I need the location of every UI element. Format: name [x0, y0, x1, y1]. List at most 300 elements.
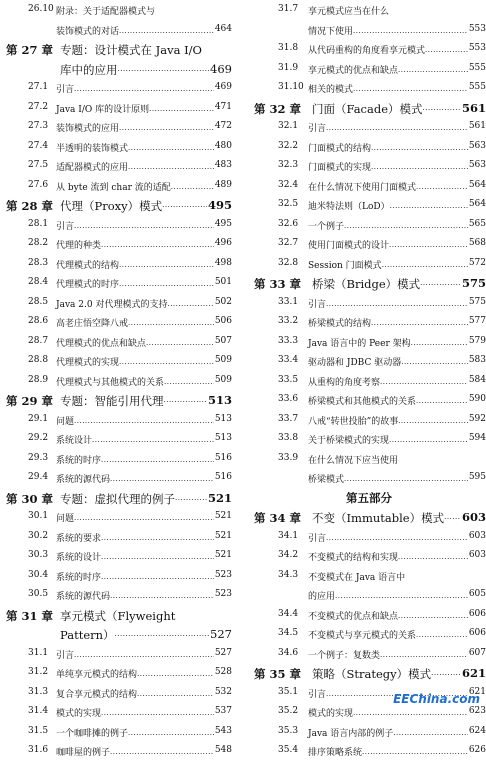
entry-number: 32.5	[278, 199, 299, 209]
entry-title-line	[56, 277, 232, 290]
entry-number: 26.10	[28, 4, 54, 14]
entry-title-line	[308, 297, 486, 310]
dot-leader	[326, 531, 468, 544]
entry-title: 不变模式与享元模式的关系	[308, 631, 417, 641]
page-number: 621	[468, 686, 486, 697]
page-number: 506	[214, 316, 232, 326]
toc-section-entry	[252, 254, 486, 274]
dot-leader	[416, 394, 468, 407]
entry-title-line	[308, 472, 486, 485]
entry-title: 引言	[308, 299, 327, 310]
page-number: 564	[468, 179, 486, 190]
entry-title: 桥梁（Bridge）模式	[312, 277, 421, 291]
entry-title-line	[308, 550, 486, 563]
dot-leader	[380, 648, 468, 661]
entry-title-line	[56, 102, 232, 115]
entry-title: 库中的应用	[60, 62, 118, 77]
entry-title: 系统的要求	[56, 533, 102, 544]
dot-leader	[389, 238, 468, 251]
entry-title-line	[308, 375, 486, 388]
entry-number: 31.8	[278, 43, 299, 53]
entry-number: 32.3	[278, 160, 299, 170]
page-number: 595	[468, 472, 486, 482]
toc-section-entry	[0, 527, 240, 547]
toc-section-entry	[252, 468, 486, 488]
entry-title: 一个例子：复数类	[308, 650, 381, 661]
entry-title: 不变（Immutable）模式	[312, 511, 445, 525]
entry-title-line	[56, 472, 232, 485]
entry-title: 从代码重构的角度看享元模式	[308, 46, 426, 56]
dot-leader	[175, 491, 207, 507]
entry-number: 34.3	[278, 569, 299, 580]
dot-leader	[371, 141, 468, 154]
page-number: 624	[468, 725, 486, 736]
entry-title-line	[56, 648, 232, 661]
page-number: 489	[214, 179, 232, 190]
entry-title: 咖啡屋的例子	[56, 748, 111, 758]
page-number: 501	[214, 277, 232, 287]
toc-section-entry	[0, 702, 240, 722]
toc-section-entry	[0, 312, 240, 332]
entry-title: 模式的实现	[308, 709, 354, 719]
toc-section-entry	[252, 195, 486, 215]
entry-title-line	[308, 726, 486, 739]
page-number: 584	[468, 374, 486, 385]
dot-leader	[344, 472, 468, 485]
dot-leader	[101, 531, 214, 544]
entry-title: 引言	[308, 689, 327, 700]
entry-title: 桥梁模式的结构	[308, 319, 372, 329]
page-number: 469	[210, 61, 232, 76]
entry-title-line	[56, 433, 232, 446]
entry-title-line	[56, 82, 232, 95]
dot-leader	[171, 180, 214, 193]
toc-section-entry	[252, 293, 486, 313]
entry-title-line	[308, 238, 486, 251]
dot-leader	[371, 316, 468, 329]
toc-section-entry	[0, 644, 240, 664]
page-number: 561	[468, 121, 486, 131]
dot-leader	[431, 666, 461, 682]
entry-title: Java I/O 库的设计原则	[56, 104, 150, 115]
page-number: 480	[214, 140, 232, 151]
dot-leader	[167, 297, 213, 310]
entry-title: 代理模式的时序	[56, 280, 120, 290]
entry-title-line	[308, 82, 486, 95]
entry-title: 半透明的装饰模式	[56, 143, 129, 154]
entry-title-line	[308, 199, 486, 212]
dot-leader	[137, 687, 214, 700]
entry-title: 专题：设计模式在 Java I/O	[60, 43, 202, 57]
toc-section-entry	[0, 624, 240, 644]
entry-title-line	[56, 316, 232, 329]
entry-title-line	[308, 394, 486, 407]
entry-title-line	[56, 589, 232, 602]
entry-number: 34.6	[278, 647, 299, 658]
entry-number: 35.4	[278, 745, 299, 755]
entry-number: 33.7	[278, 413, 299, 424]
entry-number: 28.2	[28, 238, 49, 248]
dot-leader	[401, 355, 468, 368]
toc-chapter-entry	[0, 39, 240, 59]
toc-section-entry	[0, 234, 240, 254]
entry-title: 使用门面模式的设计	[308, 241, 390, 251]
dot-leader	[389, 433, 468, 446]
entry-title-line	[308, 4, 486, 17]
dot-leader	[444, 510, 461, 526]
toc-section-entry	[0, 585, 240, 605]
entry-number: 28.8	[28, 355, 49, 365]
entry-title-line	[60, 608, 232, 624]
dot-leader	[382, 258, 468, 271]
entry-title: 代理（Proxy）模式	[60, 199, 163, 213]
dot-leader	[371, 160, 468, 173]
dot-leader	[416, 628, 468, 641]
entry-number: 30.1	[28, 511, 49, 521]
page-number: 555	[468, 82, 486, 92]
entry-title: 代理模式的优点和缺点	[56, 338, 147, 349]
dot-leader	[128, 726, 214, 739]
page-number: 521	[214, 511, 232, 521]
entry-title-line	[308, 316, 486, 329]
entry-title: 从 byte 流到 char 流的适配	[56, 182, 171, 193]
entry-number: 第 27 章	[6, 43, 54, 57]
toc-section-entry	[252, 312, 486, 332]
entry-number: 28.7	[28, 335, 49, 346]
entry-title: 系统设计	[56, 436, 93, 446]
entry-number: 31.9	[278, 62, 299, 73]
entry-number: 31.5	[28, 725, 49, 736]
page-number: 606	[468, 608, 486, 619]
dot-leader	[411, 336, 468, 349]
page-number: 498	[214, 257, 232, 268]
toc-section-entry	[252, 20, 486, 40]
entry-title-line	[56, 141, 232, 154]
entry-number: 27.5	[28, 160, 49, 170]
page-number: 537	[214, 706, 232, 716]
page-number: 513	[214, 433, 232, 443]
page-number: 555	[468, 62, 486, 73]
entry-title: 不变模式的结构和实现	[308, 553, 399, 563]
entry-title-line	[56, 531, 232, 544]
dot-leader	[74, 219, 214, 232]
entry-title: 引言	[308, 533, 327, 544]
entry-title-line	[308, 453, 486, 466]
entry-title-line	[308, 745, 486, 758]
entry-title: 门面模式的结构	[308, 143, 372, 154]
entry-title: 装饰模式的对话	[56, 26, 120, 37]
dot-leader	[119, 121, 214, 134]
toc-section-entry	[0, 117, 240, 137]
toc-section-entry	[252, 156, 486, 176]
entry-number: 30.5	[28, 589, 49, 599]
entry-title-line	[308, 24, 486, 37]
entry-number: 29.3	[28, 452, 49, 463]
entry-number: 30.3	[28, 550, 49, 560]
page-number: 513	[214, 413, 232, 424]
dot-leader	[149, 102, 214, 115]
toc-section-entry	[0, 371, 240, 391]
entry-title: 代理模式的结构	[56, 260, 120, 271]
entry-title-line	[56, 511, 232, 524]
entry-title: 不变模式在 Java 语言中	[308, 572, 406, 583]
page-number: 521	[207, 490, 232, 505]
dot-leader	[118, 62, 210, 78]
entry-title-line	[56, 355, 232, 368]
entry-title: 策略（Strategy）模式	[312, 667, 432, 681]
entry-number: 32.4	[278, 179, 299, 190]
entry-number: 35.3	[278, 725, 299, 736]
toc-section-entry	[252, 527, 486, 547]
toc-section-entry	[0, 137, 240, 157]
page-number: 605	[468, 589, 486, 599]
entry-title-line	[308, 355, 486, 368]
entry-title-line	[308, 141, 486, 154]
toc-section-entry	[0, 20, 240, 40]
dot-leader	[420, 276, 461, 292]
toc-section-entry	[0, 156, 240, 176]
entry-title: 代理模式的实现	[56, 358, 120, 368]
page-number: 568	[468, 238, 486, 248]
page-number: 496	[214, 238, 232, 248]
entry-title: 驱动器和 JDBC 驱动器	[308, 358, 402, 368]
toc-left-column	[0, 0, 240, 761]
toc-section-entry	[0, 410, 240, 430]
entry-number: 29.1	[28, 413, 49, 424]
toc-chapter-entry	[252, 663, 486, 683]
entry-title-line	[56, 550, 232, 563]
dot-leader	[344, 219, 468, 232]
toc-section-entry	[0, 254, 240, 274]
page-number: 594	[468, 433, 486, 443]
dot-leader	[119, 277, 214, 290]
entry-title: 从重构的角度考察	[308, 377, 381, 388]
entry-title-line	[56, 160, 232, 173]
dot-leader	[380, 375, 468, 388]
entry-number: 35.1	[278, 686, 299, 697]
entry-title-line	[312, 510, 486, 526]
entry-number: 第 34 章	[254, 511, 302, 525]
entry-number: 32.1	[278, 121, 299, 131]
toc-section-entry	[0, 722, 240, 742]
entry-title: 专题：智能引用代理	[60, 394, 164, 408]
entry-title-line	[308, 570, 486, 583]
entry-title-line	[308, 648, 486, 661]
dot-leader	[110, 745, 214, 758]
entry-number: 33.2	[278, 316, 299, 326]
toc-section-entry	[252, 566, 486, 586]
entry-title: Session 门面模式	[308, 260, 382, 271]
toc-section-entry	[0, 273, 240, 293]
toc-section-entry	[0, 507, 240, 527]
entry-title: 不变模式的优点和缺点	[308, 611, 399, 622]
toc-chapter-entry	[0, 195, 240, 215]
entry-title-line	[308, 219, 486, 232]
entry-number: 35.2	[278, 706, 299, 716]
page-number: 532	[214, 686, 232, 697]
entry-title-line	[308, 336, 486, 349]
dot-leader	[398, 550, 468, 563]
page-number: 564	[468, 199, 486, 209]
entry-title-line	[56, 180, 232, 193]
dot-leader	[119, 355, 214, 368]
entry-number: 27.1	[28, 82, 49, 92]
entry-number: 第 32 章	[254, 101, 302, 116]
toc-section-entry	[252, 390, 486, 410]
entry-title: 引言	[308, 124, 327, 134]
toc-section-entry	[0, 546, 240, 566]
page-number: 626	[468, 745, 486, 755]
dot-leader	[137, 667, 214, 680]
toc-section-entry	[0, 215, 240, 235]
entry-title: 享元模式（Flyweight	[60, 608, 176, 623]
entry-title: 系统的设计	[56, 553, 102, 563]
entry-number: 32.2	[278, 140, 299, 151]
entry-title: 单纯享元模式的结构	[56, 670, 138, 680]
entry-title-line	[60, 62, 232, 78]
entry-title: 一个例子	[308, 221, 345, 232]
entry-title: 问题	[56, 514, 75, 524]
entry-number: 33.6	[278, 394, 299, 404]
dot-leader	[353, 24, 468, 37]
entry-number: 33.5	[278, 374, 299, 385]
page-number: 527	[210, 627, 232, 641]
toc-chapter-entry	[0, 390, 240, 410]
entry-title-line	[56, 667, 232, 680]
entry-title-line	[308, 628, 486, 641]
toc-section-entry	[252, 351, 486, 371]
page-number: 603	[468, 550, 486, 560]
page-number: 583	[468, 355, 486, 365]
entry-title-line	[56, 453, 232, 466]
toc-section-entry	[0, 566, 240, 586]
entry-number: 28.5	[28, 296, 49, 307]
entry-number: 28.3	[28, 257, 49, 268]
entry-number: 32.6	[278, 218, 299, 229]
entry-title-line	[56, 297, 232, 310]
dot-leader	[423, 101, 461, 117]
entry-title-line	[56, 238, 232, 251]
entry-title-line	[56, 375, 232, 388]
toc-section-entry	[252, 624, 486, 644]
toc-section-entry	[252, 117, 486, 137]
toc-section-entry	[0, 683, 240, 703]
entry-title-line	[308, 160, 486, 173]
entry-number: 31.4	[28, 706, 49, 716]
part-heading: 第五部分	[346, 490, 392, 505]
entry-number: 34.4	[278, 608, 299, 619]
dot-leader	[101, 550, 214, 563]
dot-leader	[398, 414, 468, 427]
toc-chapter-entry	[0, 488, 240, 508]
entry-title-line	[56, 121, 232, 134]
entry-title-line	[308, 121, 486, 134]
entry-number: 27.4	[28, 140, 49, 151]
entry-title: Java 语言内部的例子	[308, 728, 394, 739]
page-number: 521	[214, 530, 232, 541]
entry-number: 32.8	[278, 257, 299, 268]
entry-title: Java 语言中的 Peer 架构	[308, 338, 411, 349]
page-number: 495	[214, 218, 232, 229]
entry-title-line	[308, 180, 486, 193]
dot-leader	[128, 160, 214, 173]
toc-section-entry	[0, 0, 240, 20]
dot-leader	[74, 82, 214, 95]
toc-chapter-entry	[252, 507, 486, 527]
entry-title-line	[56, 4, 232, 17]
toc-section-entry	[0, 449, 240, 469]
entry-number: 29.2	[28, 433, 49, 443]
dot-leader	[110, 472, 214, 485]
entry-number: 28.6	[28, 316, 49, 326]
entry-number: 31.2	[28, 667, 49, 677]
toc-section-entry	[0, 98, 240, 118]
entry-title-line	[60, 42, 232, 58]
dot-leader	[74, 414, 214, 427]
dot-leader	[128, 141, 214, 154]
entry-number: 33.1	[278, 296, 299, 307]
entry-number: 27.3	[28, 121, 49, 131]
dot-leader	[74, 648, 214, 661]
entry-title: 代理的种类	[56, 241, 102, 251]
toc-section-entry	[252, 585, 486, 605]
page-number: 623	[468, 706, 486, 716]
toc-section-entry	[0, 741, 240, 761]
entry-title: 系统的源代码	[56, 592, 111, 602]
entry-title: 迪米特法则（LoD）	[308, 202, 390, 212]
entry-title-line	[308, 414, 486, 427]
entry-title: 复合享元模式的结构	[56, 689, 138, 700]
page-number: 561	[461, 100, 486, 115]
toc-section-entry	[252, 741, 486, 761]
page-number: 523	[214, 569, 232, 580]
entry-number: 28.1	[28, 218, 49, 229]
entry-title: 系统的时序	[56, 572, 102, 583]
dot-leader	[101, 453, 214, 466]
page-number: 471	[214, 101, 232, 112]
entry-number: 第 28 章	[6, 199, 54, 213]
dot-leader	[425, 43, 468, 56]
entry-number: 34.2	[278, 550, 299, 560]
entry-title-line	[56, 414, 232, 427]
page-number: 563	[468, 160, 486, 170]
dot-leader	[353, 82, 468, 95]
toc-section-entry	[252, 722, 486, 742]
entry-number: 30.4	[28, 569, 49, 580]
entry-title-line	[308, 531, 486, 544]
entry-title: 关于桥梁模式的实现	[308, 436, 390, 446]
dot-leader	[393, 726, 468, 739]
toc-section-entry	[252, 234, 486, 254]
toc-section-entry	[252, 176, 486, 196]
entry-title: 引言	[56, 650, 75, 661]
page-number: 592	[468, 413, 486, 424]
page-number: 548	[214, 745, 232, 755]
entry-title-line	[56, 726, 232, 739]
entry-number: 第 29 章	[6, 394, 54, 408]
toc-section-entry	[252, 605, 486, 625]
toc-section-entry	[0, 176, 240, 196]
toc-section-entry	[0, 293, 240, 313]
page-number: 606	[468, 628, 486, 638]
page-number: 621	[461, 666, 486, 680]
page-number: 590	[468, 394, 486, 404]
page-number: 579	[468, 335, 486, 346]
entry-title: 问题	[56, 416, 75, 427]
dot-leader	[110, 589, 214, 602]
entry-title-line	[56, 745, 232, 758]
dot-leader	[92, 433, 214, 446]
